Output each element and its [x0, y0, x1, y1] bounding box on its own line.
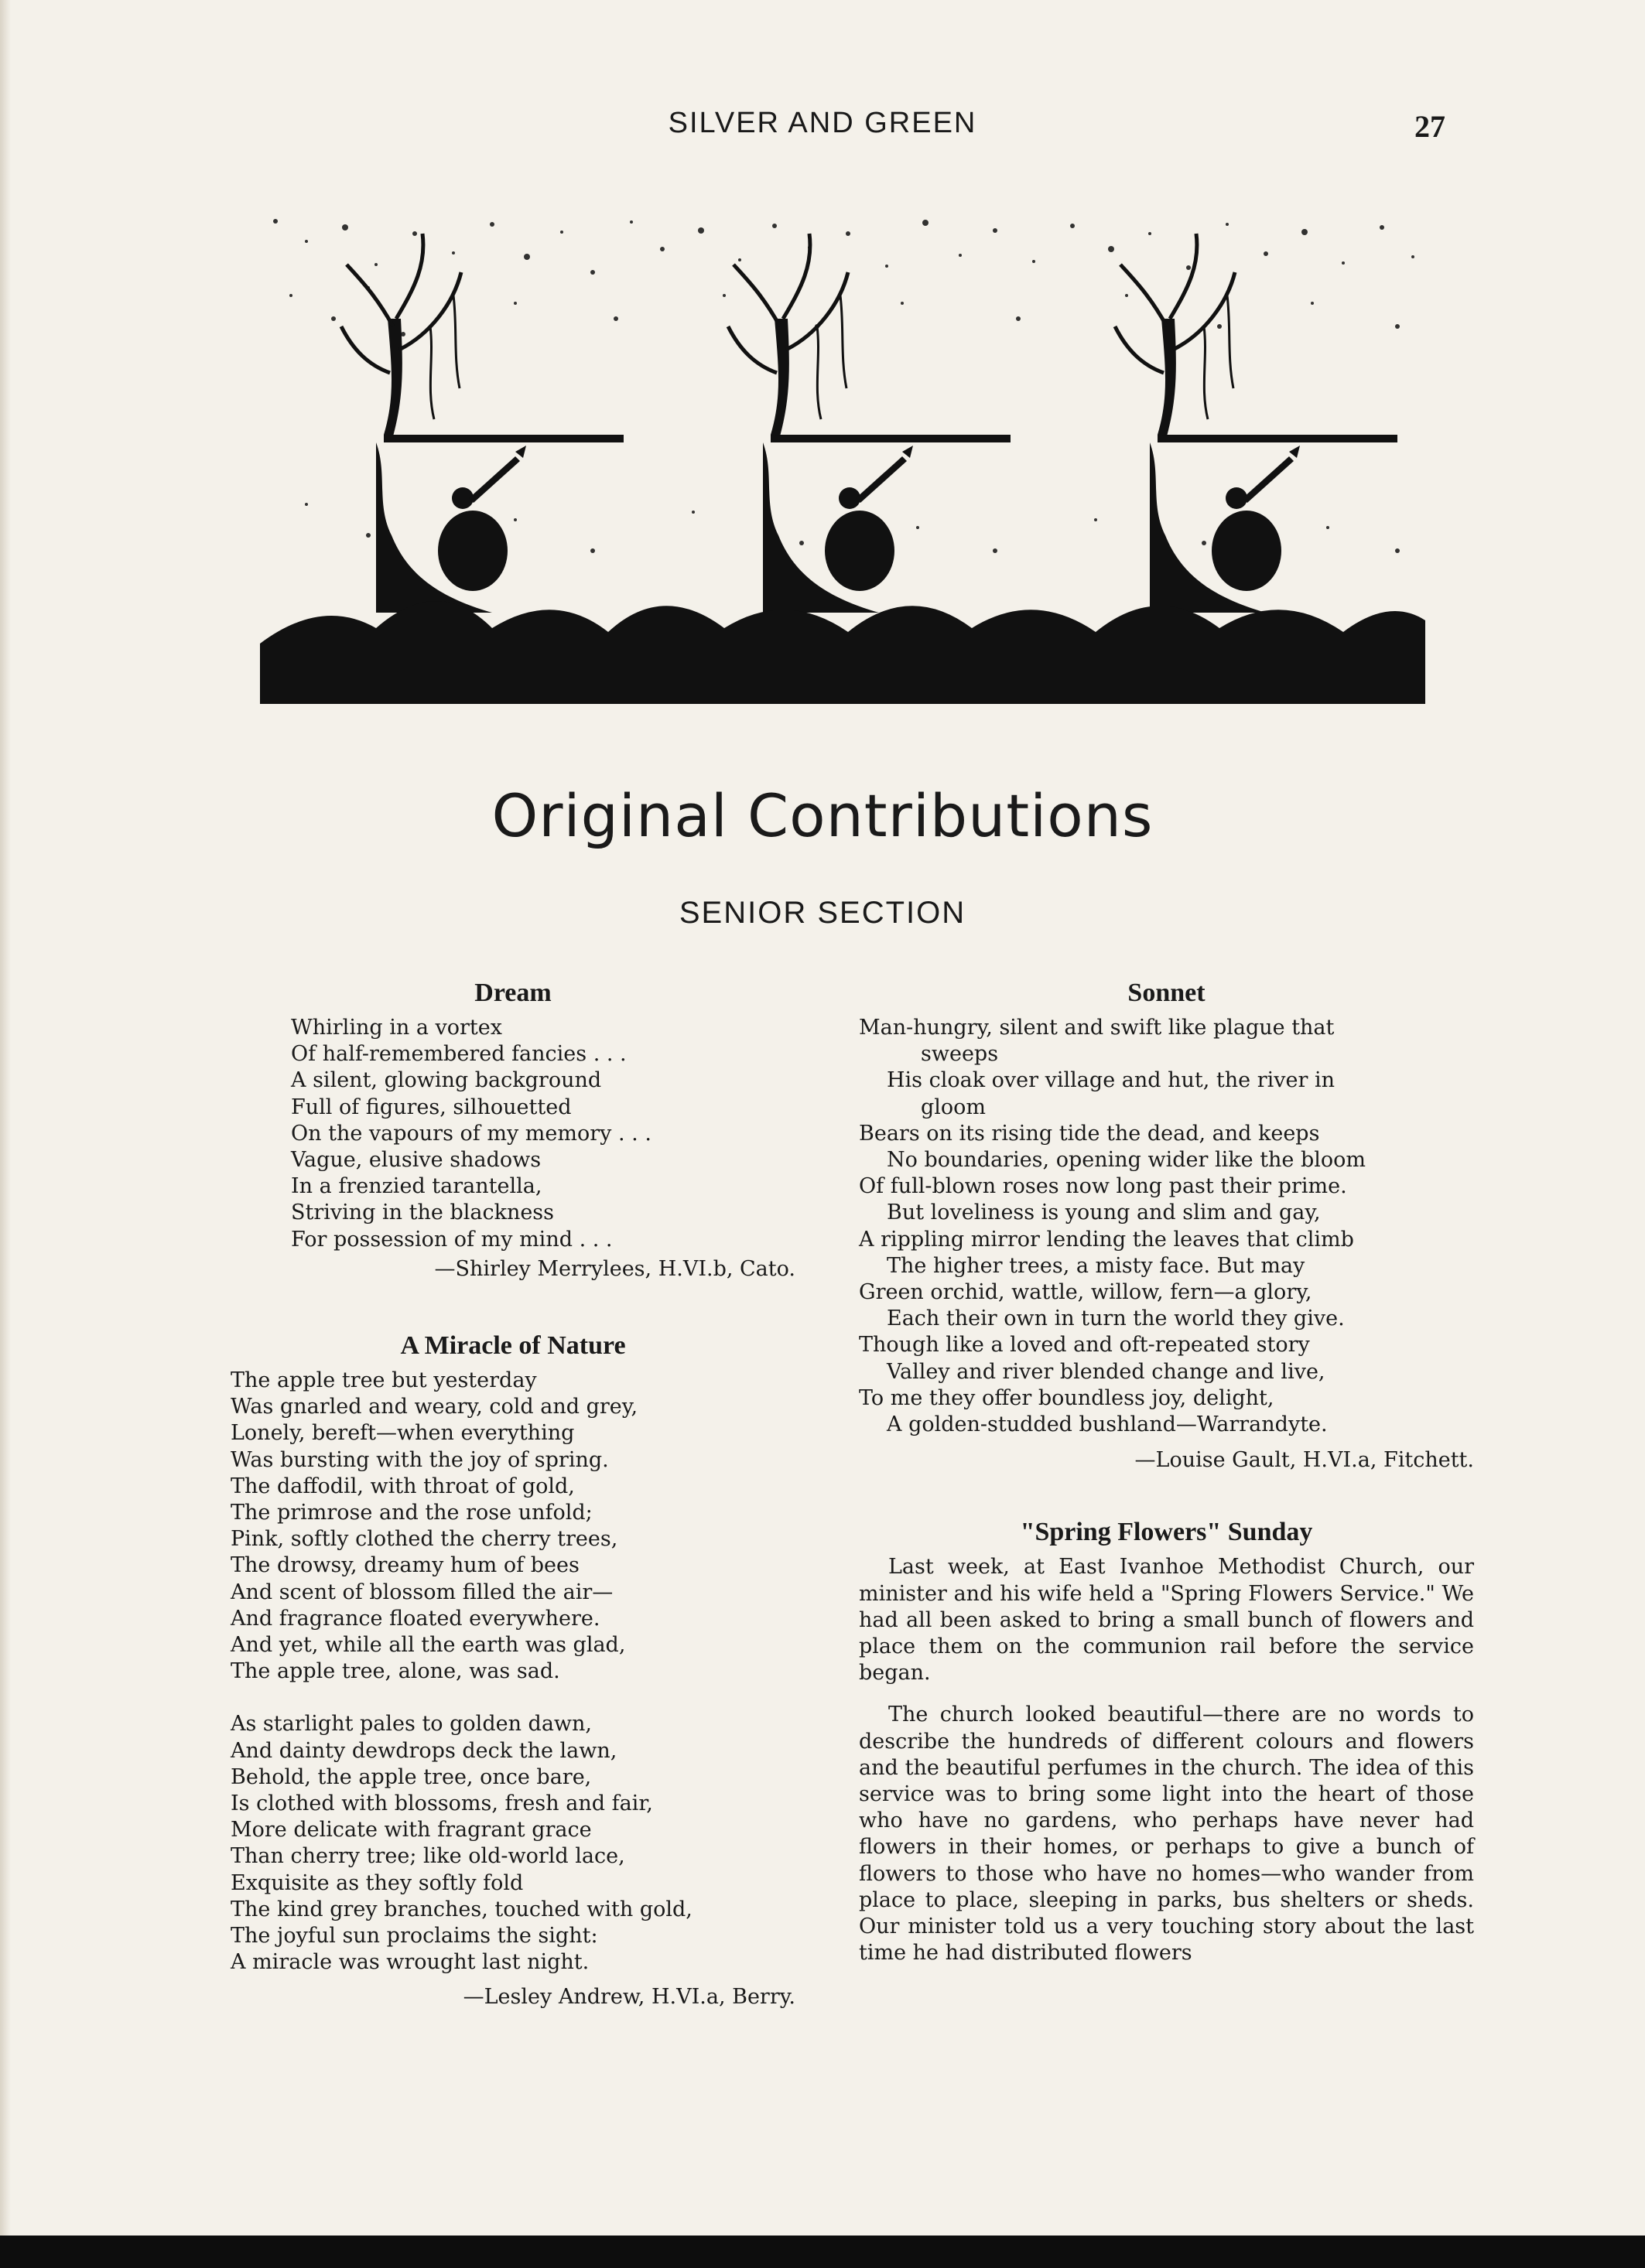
poem-miracle-stanza-2	[231, 1711, 795, 1976]
header-illustration	[260, 210, 1425, 704]
poem-line: And fragrance floated everywhere.	[231, 1606, 600, 1631]
poem-line: Man-hungry, silent and swift like plague that	[859, 1016, 1335, 1040]
poem-line: Of full-blown roses now long past their prime.	[859, 1174, 1347, 1199]
page-number: 27	[1414, 109, 1445, 144]
poem-line: Behold, the apple tree, once bare,	[231, 1764, 592, 1789]
poem-title-dream: Dream	[474, 979, 552, 1007]
poem-line: Whirling in a vortex	[291, 1016, 502, 1040]
poem-line: sweeps	[921, 1042, 999, 1067]
poem-line: And scent of blossom filled the air—	[231, 1580, 614, 1604]
poem-line: As starlight pales to golden dawn,	[231, 1712, 593, 1737]
poem-title-miracle: A Miracle of Nature	[400, 1331, 626, 1361]
poem-line: gloom	[921, 1095, 987, 1119]
poem-line: Though like a loved and oft-repeated story	[859, 1333, 1310, 1358]
poem-line: Exquisite as they softly fold	[231, 1870, 524, 1895]
poem-miracle-stanza-1	[231, 1368, 795, 1685]
poem-line: Bears on its rising tide the dead, and keeps	[859, 1121, 1320, 1146]
poem-author-dream: —Shirley Merrylees, H.VI.b, Cato.	[434, 1256, 795, 1281]
poem-line: Than cherry tree; like old-world lace,	[231, 1844, 625, 1869]
poem-line: But loveliness is young and slim and gay,	[887, 1201, 1321, 1225]
poem-line: In a frenzied tarantella,	[291, 1174, 542, 1199]
article-spring-flowers-body	[859, 1554, 1474, 1966]
article-paragraph: The church looked beautiful—there are no words to describe the hundreds of different colours and flowers and the beautiful perfumes in the church. The idea of this service was to bring some light into the heart of those who have no gardens, who perhaps have never had flowers in their homes, or perhaps to give a bunch of flowers to those who have no homes—who wander from place to place, sleeping in parks, bus shelters or sheds. Our minister told us a very touching story about the last time he had distributed flowers	[859, 1703, 1474, 1966]
poem-line: A golden-studded bushland—Warrandyte.	[887, 1412, 1328, 1437]
poem-line: The joyful sun proclaims the sight:	[231, 1924, 598, 1949]
poem-line: For possession of my mind . . .	[291, 1227, 613, 1252]
poem-line: The apple tree but yesterday	[231, 1368, 537, 1393]
article-title-spring-flowers: "Spring Flowers" Sunday	[1020, 1518, 1313, 1547]
poem-line: The daffodil, with throat of gold,	[231, 1474, 575, 1498]
running-title: SILVER AND GREEN	[668, 107, 977, 139]
poem-title-sonnet: Sonnet	[1127, 979, 1206, 1007]
poem-line: Each their own in turn the world they give.	[887, 1306, 1345, 1331]
poem-line: And yet, while all the earth was glad,	[231, 1633, 626, 1658]
poem-line: Lonely, bereft—when everything	[231, 1421, 575, 1446]
poem-line: A rippling mirror lending the leaves that climb	[859, 1227, 1354, 1252]
section-title: Original Contributions	[491, 781, 1154, 850]
poem-line: The kind grey branches, touched with gold,	[231, 1897, 693, 1921]
poem-line: Is clothed with blossoms, fresh and fair,	[231, 1792, 653, 1816]
poem-line: Of half-remembered fancies . . .	[291, 1042, 627, 1067]
poem-author-sonnet: —Louise Gault, H.VI.a, Fitchett.	[1134, 1448, 1474, 1473]
poem-line: A miracle was wrought last night.	[231, 1950, 590, 1975]
poem-line: And dainty dewdrops deck the lawn,	[231, 1738, 617, 1763]
poem-line: The higher trees, a misty face. But may	[887, 1253, 1305, 1278]
poem-dream-body	[231, 1015, 795, 1253]
poem-line: The primrose and the rose unfold;	[231, 1501, 593, 1525]
poem-line: Green orchid, wattle, willow, fern—a glory,	[859, 1280, 1312, 1305]
poem-line: Pink, softly clothed the cherry trees,	[231, 1527, 618, 1552]
poem-line: A silent, glowing background	[291, 1068, 602, 1093]
poem-line: Vague, elusive shadows	[291, 1148, 542, 1173]
poem-line: On the vapours of my memory . . .	[291, 1121, 652, 1146]
poem-line: No boundaries, opening wider like the bloom	[887, 1148, 1366, 1173]
poem-line: To me they offer boundless joy, delight,	[859, 1385, 1274, 1410]
poem-line: The drowsy, dreamy hum of bees	[231, 1553, 580, 1578]
poem-line: The apple tree, alone, was sad.	[231, 1659, 560, 1684]
poem-sonnet-body	[859, 1015, 1474, 1438]
poem-line: Valley and river blended change and live,	[887, 1359, 1325, 1384]
poem-line: Was bursting with the joy of spring.	[231, 1447, 609, 1472]
poem-line: More delicate with fragrant grace	[231, 1818, 592, 1843]
poem-line: Was gnarled and weary, cold and grey,	[231, 1395, 638, 1419]
section-subtitle: SENIOR SECTION	[679, 896, 966, 930]
right-column	[859, 976, 1474, 1967]
scan-bottom-border	[0, 2236, 1645, 2268]
poem-line: Full of figures, silhouetted	[291, 1095, 572, 1119]
poem-line: Striving in the blackness	[291, 1201, 555, 1225]
poem-author-miracle: —Lesley Andrew, H.VI.a, Berry.	[463, 1984, 795, 2009]
poem-line: His cloak over village and hut, the river in	[887, 1068, 1335, 1093]
article-paragraph: Last week, at East Ivanhoe Methodist Church, our minister and his wife held a "Spring Flowers Service." We had all been asked to bring a small bunch of flowers and place them on the communion rail before the service began.	[859, 1555, 1474, 1686]
page-edge-shadow	[0, 0, 11, 2268]
left-column	[231, 976, 795, 2010]
